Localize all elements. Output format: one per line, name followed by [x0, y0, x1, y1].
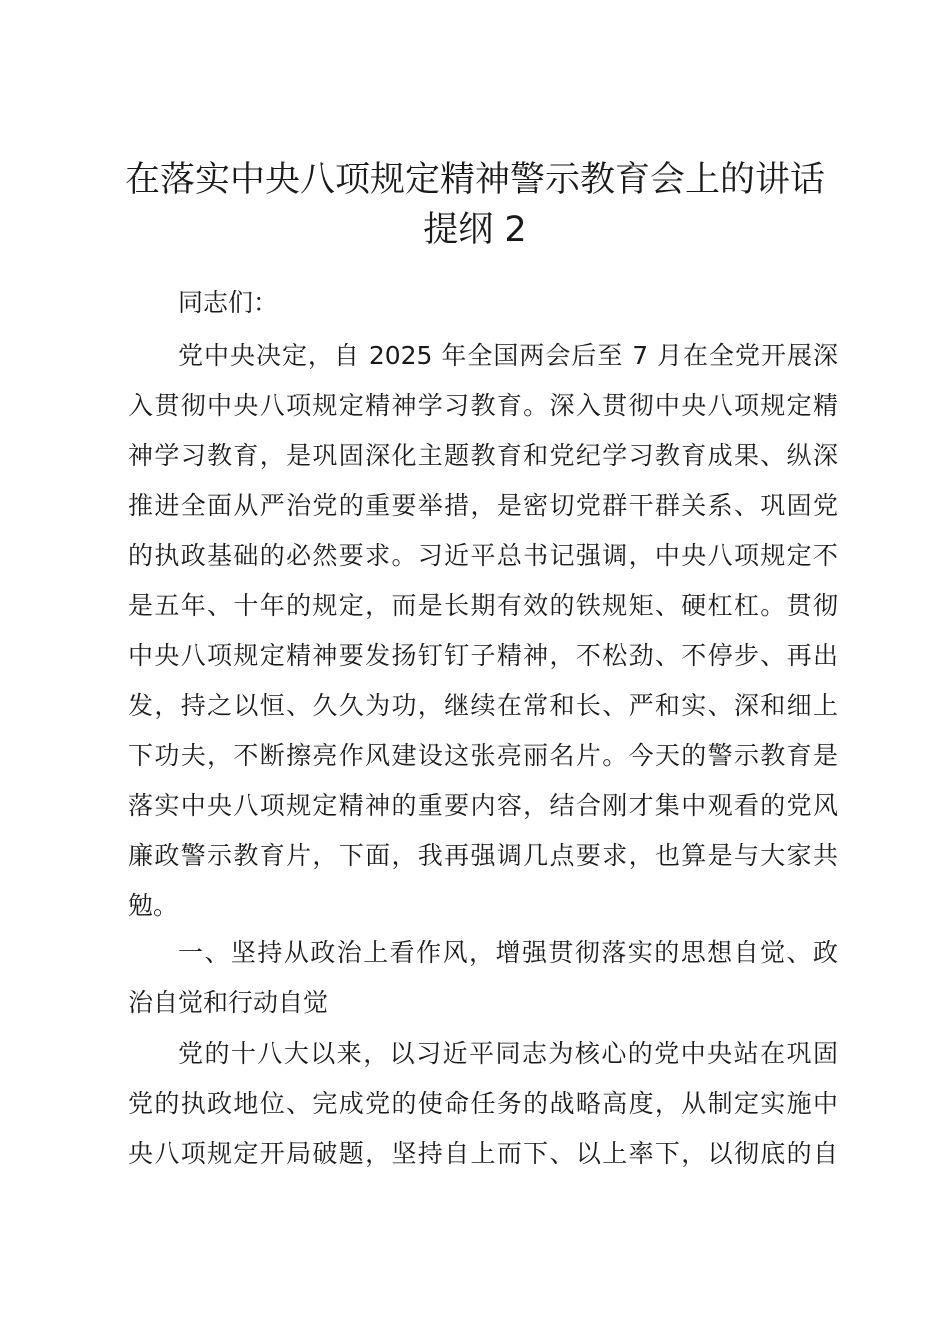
document-title-line-2: 提纲 2 — [423, 210, 527, 250]
section-heading-line: 治自觉和行动自觉 — [128, 988, 329, 1017]
paragraph-line: 是五年、十年的规定，而是长期有效的铁规矩、硬杠杠。贯彻 — [128, 591, 838, 620]
paragraph-line: 党中央决定，自 2025 年全国两会后至 7 月在全党开展深 — [178, 341, 838, 370]
paragraph-line: 发，持之以恒、久久为功，继续在常和长、严和实、深和细上 — [128, 691, 838, 720]
paragraph-line: 下功夫，不断擦亮作风建设这张亮丽名片。今天的警示教育是 — [128, 741, 838, 770]
section-heading-line: 一、坚持从政治上看作风，增强贯彻落实的思想自觉、政 — [178, 938, 838, 967]
paragraph-line: 党的执政地位、完成党的使命任务的战略高度，从制定实施中 — [128, 1089, 838, 1118]
paragraph-line: 入贯彻中央八项规定精神学习教育。深入贯彻中央八项规定精 — [128, 391, 838, 420]
paragraph-line: 央八项规定开局破题，坚持自上而下、以上率下，以彻底的自 — [128, 1139, 838, 1168]
paragraph-line: 落实中央八项规定精神的重要内容，结合刚才集中观看的党风 — [128, 791, 838, 820]
paragraph-line: 神学习教育，是巩固深化主题教育和党纪学习教育成果、纵深 — [128, 441, 838, 470]
paragraph-line: 勉。 — [128, 891, 179, 920]
paragraph-line: 党的十八大以来，以习近平同志为核心的党中央站在巩固 — [178, 1039, 838, 1068]
paragraph-line: 的执政基础的必然要求。习近平总书记强调，中央八项规定不 — [128, 541, 838, 570]
salutation: 同志们： — [178, 288, 279, 317]
paragraph-line: 推进全面从严治党的重要举措，是密切党群干群关系、巩固党 — [128, 491, 838, 520]
paragraph-line: 中央八项规定精神要发扬钉钉子精神，不松劲、不停步、再出 — [128, 641, 838, 670]
document-title-line-1: 在落实中央八项规定精神警示教育会上的讲话 — [124, 160, 825, 200]
paragraph-line: 廉政警示教育片，下面，我再强调几点要求，也算是与大家共 — [128, 841, 838, 870]
